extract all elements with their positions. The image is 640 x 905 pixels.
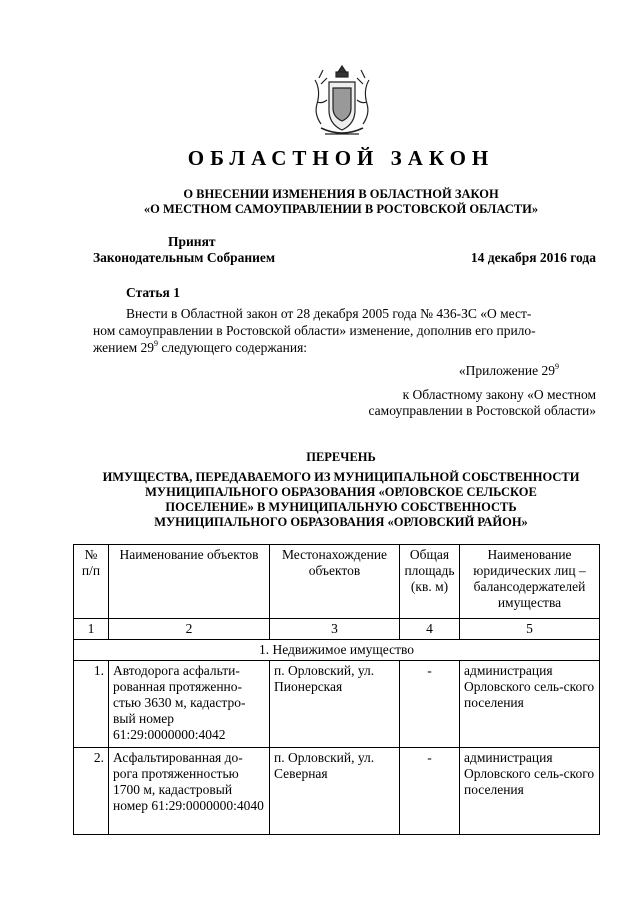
column-number: 4 [400,619,460,640]
column-number: 5 [460,619,600,640]
law-type-heading: ОБЛАСТНОЙ ЗАКОН [187,146,495,170]
object-location: п. Орловский, ул. Пионерская [270,661,400,748]
adopted-label: Принят [168,234,216,249]
coat-of-arms-icon [307,62,377,142]
row-number: 2. [74,748,109,835]
article-text-line1: Внести в Областной закон от 28 декабря 2005 года № 436-ЗС «О мест- [126,306,532,321]
adoption-date: 14 декабря 2016 года [470,250,596,265]
balance-holder: администрация Орловского сель-ского поселения [460,748,600,835]
list-subtitle-line4: МУНИЦИПАЛЬНОГО ОБРАЗОВАНИЯ «ОРЛОВСКИЙ РАЙОН» [154,515,528,529]
header-cell: Наименование юридических лиц – балансодержателей имущества [460,545,600,619]
column-number-row [74,619,600,640]
law-subtitle-line2: «О МЕСТНОМ САМОУПРАВЛЕНИИ В РОСТОВСКОЙ ОБЛАСТИ» [143,202,539,216]
object-area: - [400,661,460,748]
appendix-heading: «Приложение $29^9$ [458,362,559,378]
article-title: Статья 1 [126,285,180,300]
article-text-line2: ном самоуправлении в Ростовской области» изменение, дополнив его прило- [93,323,536,338]
header-cell: Местонахождение объектов [270,545,400,619]
object-location: п. Орловский, ул. Северная [270,748,400,835]
list-subtitle-line2: МУНИЦИПАЛЬНОГО ОБРАЗОВАНИЯ «ОРЛОВСКОЕ СЕЛЬСКОЕ [145,485,537,499]
section-row [74,640,600,661]
table-header-row [74,545,600,619]
adopted-by-label: Законодательным Собранием [93,250,276,265]
header-cell: Общая площадь (кв. м) [400,545,460,619]
property-table [73,544,600,835]
column-number: 2 [109,619,270,640]
table-row [74,748,600,835]
article-text-line3: жением $29^9$ следующего содержания: [93,339,308,355]
appendix-ref-line1: к Областному закону «О местном [402,387,596,402]
list-title: ПЕРЕЧЕНЬ [306,450,376,464]
header-cell: № п/п [74,545,109,619]
section-heading: 1. Недвижимое имущество [74,640,600,661]
table-row [74,661,600,748]
object-name: Автодорога асфальти-рованная протяженно-стью 3630 м, кадастро-вый номер 61:29:0000000:4042 [109,661,270,748]
object-area: - [400,748,460,835]
superscript: 9 [154,339,159,348]
column-number: 3 [270,619,400,640]
law-subtitle-line1: О ВНЕСЕНИИ ИЗМЕНЕНИЯ В ОБЛАСТНОЙ ЗАКОН [183,187,499,201]
superscript: 9 [555,362,559,371]
column-number: 1 [74,619,109,640]
list-subtitle-line3: ПОСЕЛЕНИЕ» В МУНИЦИПАЛЬНУЮ СОБСТВЕННОСТЬ [165,500,517,514]
appendix-ref-line2: самоуправлении в Ростовской области» [368,403,596,418]
object-name: Асфальтированная до-рога протяженностью 1700 м, кадастровый номер 61:29:0000000:4040 [109,748,270,835]
list-subtitle-line1: ИМУЩЕСТВА, ПЕРЕДАВАЕМОГО ИЗ МУНИЦИПАЛЬНОЙ СОБСТВЕННОСТИ [102,470,580,484]
header-cell: Наименование объектов [109,545,270,619]
row-number: 1. [74,661,109,748]
balance-holder: администрация Орловского сель-ского поселения [460,661,600,748]
